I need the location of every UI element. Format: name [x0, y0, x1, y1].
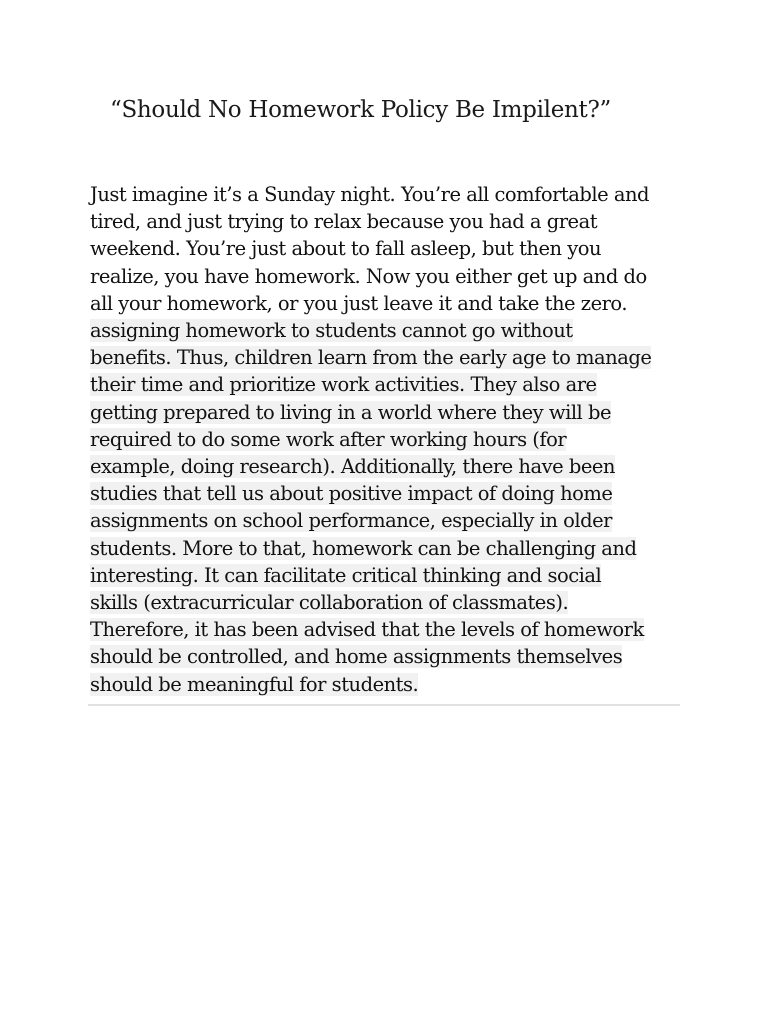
text-line: weekend. You’re just about to fall asleep, but then you: [90, 237, 602, 261]
highlighted-text-line: assignments on school performance, especially in older: [90, 509, 612, 533]
section-divider: [88, 704, 680, 706]
highlighted-text-line: skills (extracurricular collaboration of classmates).: [90, 591, 569, 615]
highlighted-text-line: should be controlled, and home assignments themselves: [90, 645, 623, 669]
highlighted-text-line: assigning homework to students cannot go without: [90, 319, 573, 343]
text-line: realize, you have homework. Now you either get up and do: [90, 264, 647, 288]
highlighted-text-line: students. More to that, homework can be challenging and: [90, 536, 637, 560]
highlighted-text-line: should be meaningful for students.: [90, 672, 419, 696]
highlighted-text-line: required to do some work after working hours (for: [90, 427, 567, 451]
highlighted-text-line: benefits. Thus, children learn from the early age to manage: [90, 346, 652, 370]
document-title: “Should No Homework Policy Be Impilent?”: [110, 97, 611, 123]
highlighted-text-line: their time and prioritize work activities. They also are: [90, 373, 597, 397]
highlighted-text-line: example, doing research). Additionally, there have been: [90, 455, 615, 479]
text-line: all your homework, or you just leave it and take the zero.: [90, 291, 628, 315]
highlighted-text-line: interesting. It can facilitate critical thinking and social: [90, 563, 602, 587]
text-line: tired, and just trying to relax because you had a great: [90, 210, 598, 234]
text-line: Just imagine it’s a Sunday night. You’re all comfortable and: [90, 183, 650, 206]
highlighted-text-line: studies that tell us about positive impact of doing home: [90, 482, 613, 506]
highlighted-text-line: getting prepared to living in a world where they will be: [90, 400, 612, 424]
highlighted-text-line: Therefore, it has been advised that the levels of homework: [90, 618, 644, 642]
document-body: [90, 181, 680, 698]
